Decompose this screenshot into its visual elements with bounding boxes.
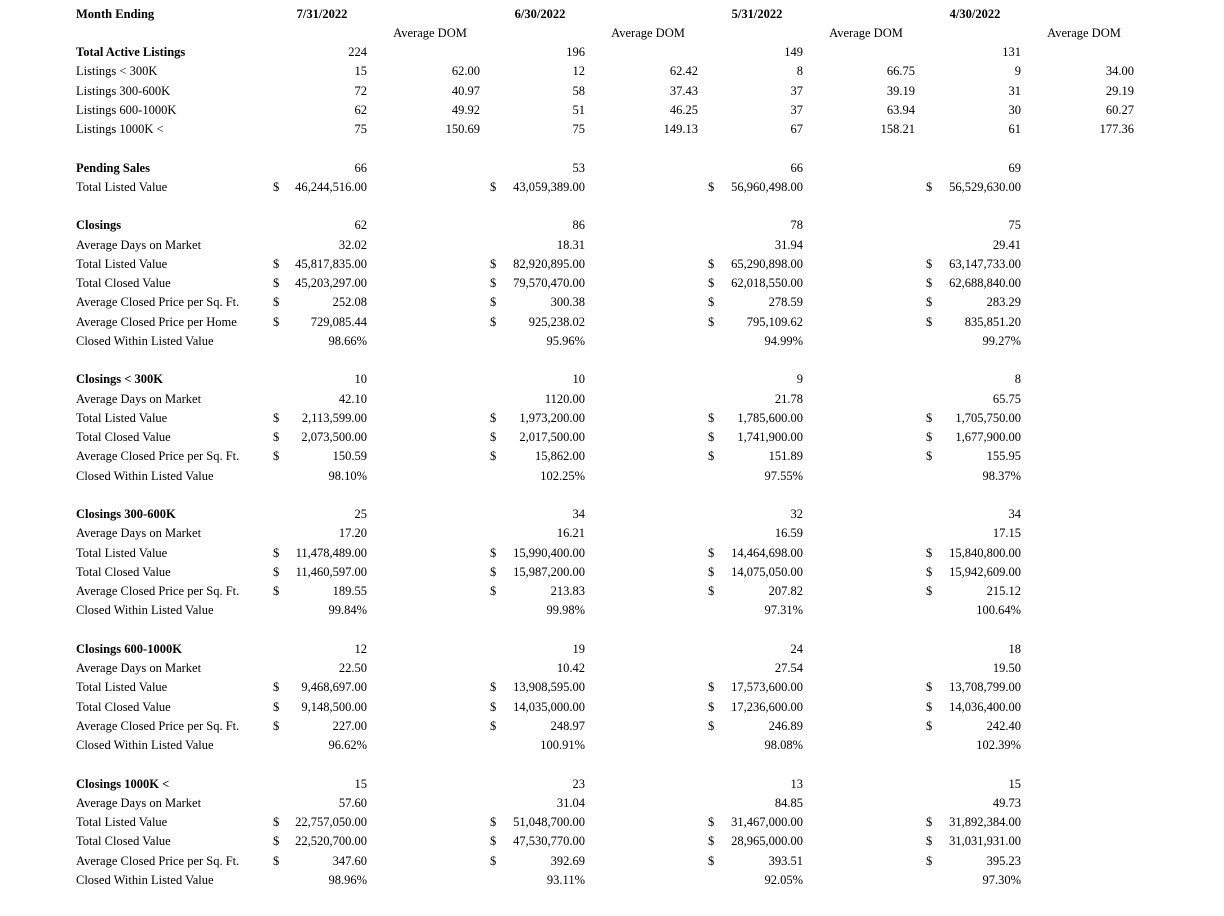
cell-value: 9,468,697.00 [301, 680, 367, 694]
row-label: Average Closed Price per Sq. Ft. [76, 719, 240, 733]
cell-value: 252.08 [332, 295, 367, 309]
month-header: 7/31/2022 [296, 7, 348, 21]
cell-value: 15 [354, 64, 367, 78]
average-dom-header: Average DOM [829, 26, 903, 40]
currency-symbol: $ [273, 700, 280, 714]
currency-symbol: $ [708, 680, 715, 694]
currency-symbol: $ [273, 295, 280, 309]
row-label: Total Listed Value [76, 411, 168, 425]
cell-value: 61 [1008, 122, 1021, 136]
cell-value: 75 [1008, 218, 1021, 232]
cell-value: 66 [790, 161, 803, 175]
average-dom-value: 62.42 [669, 64, 698, 78]
currency-symbol: $ [490, 700, 497, 714]
average-dom-value: 39.19 [886, 84, 915, 98]
cell-value: 95.96% [546, 334, 585, 348]
average-dom-value: 60.27 [1105, 103, 1134, 117]
cell-value: 62 [354, 218, 367, 232]
cell-value: 24 [790, 642, 803, 656]
currency-symbol: $ [490, 815, 497, 829]
section-title: Pending Sales [76, 161, 150, 175]
average-dom-value: 177.36 [1099, 122, 1134, 136]
currency-symbol: $ [926, 411, 933, 425]
cell-value: 15,987,200.00 [513, 565, 585, 579]
cell-value: 62,018,550.00 [731, 276, 803, 290]
cell-value: 98.96% [328, 873, 367, 887]
average-dom-value: 40.97 [451, 84, 480, 98]
row-label: Closed Within Listed Value [76, 873, 214, 887]
cell-value: 8 [1014, 372, 1021, 386]
currency-symbol: $ [926, 449, 933, 463]
cell-value: 98.08% [764, 738, 803, 752]
cell-value: 15,840,800.00 [949, 546, 1021, 560]
cell-value: 32 [790, 507, 803, 521]
currency-symbol: $ [490, 257, 497, 271]
currency-symbol: $ [708, 295, 715, 309]
currency-symbol: $ [273, 565, 280, 579]
row-label: Total Closed Value [76, 834, 171, 848]
cell-value: 10 [572, 372, 585, 386]
cell-value: 131 [1002, 45, 1021, 59]
cell-value: 15,862.00 [535, 449, 585, 463]
cell-value: 57.60 [338, 796, 367, 810]
currency-symbol: $ [926, 257, 933, 271]
average-dom-value: 149.13 [663, 122, 698, 136]
cell-value: 18 [1008, 642, 1021, 656]
currency-symbol: $ [926, 834, 933, 848]
currency-symbol: $ [708, 411, 715, 425]
row-label: Listings 600-1000K [76, 103, 177, 117]
cell-value: 47,530,770.00 [513, 834, 585, 848]
average-dom-value: 29.19 [1105, 84, 1134, 98]
cell-value: 23 [572, 777, 585, 791]
currency-symbol: $ [490, 565, 497, 579]
cell-value: 2,073,500.00 [301, 430, 367, 444]
cell-value: 31,031,931.00 [949, 834, 1021, 848]
cell-value: 72 [354, 84, 367, 98]
cell-value: 248.97 [550, 719, 585, 733]
currency-symbol: $ [926, 276, 933, 290]
cell-value: 32.02 [338, 238, 367, 252]
cell-value: 46,244,516.00 [295, 180, 367, 194]
currency-symbol: $ [273, 854, 280, 868]
average-dom-value: 66.75 [886, 64, 915, 78]
currency-symbol: $ [708, 180, 715, 194]
cell-value: 65.75 [992, 392, 1021, 406]
cell-value: 15 [354, 777, 367, 791]
cell-value: 14,036,400.00 [949, 700, 1021, 714]
cell-value: 213.83 [550, 584, 585, 598]
cell-value: 149 [784, 45, 803, 59]
currency-symbol: $ [708, 315, 715, 329]
row-label: Total Listed Value [76, 546, 168, 560]
cell-value: 10.42 [556, 661, 585, 675]
cell-value: 1,973,200.00 [519, 411, 585, 425]
cell-value: 31.94 [774, 238, 803, 252]
currency-symbol: $ [490, 276, 497, 290]
cell-value: 19.50 [992, 661, 1021, 675]
average-dom-header: Average DOM [393, 26, 467, 40]
currency-symbol: $ [490, 584, 497, 598]
currency-symbol: $ [273, 719, 280, 733]
currency-symbol: $ [273, 449, 280, 463]
cell-value: 9 [1014, 64, 1021, 78]
cell-value: 66 [354, 161, 367, 175]
row-label: Total Listed Value [76, 815, 168, 829]
cell-value: 224 [348, 45, 367, 59]
cell-value: 93.11% [546, 873, 585, 887]
cell-value: 31 [1008, 84, 1021, 98]
cell-value: 63,147,733.00 [949, 257, 1021, 271]
cell-value: 729,085.44 [310, 315, 367, 329]
cell-value: 392.69 [550, 854, 585, 868]
cell-value: 151.89 [768, 449, 803, 463]
currency-symbol: $ [708, 546, 715, 560]
cell-value: 98.37% [982, 469, 1021, 483]
cell-value: 97.31% [764, 603, 803, 617]
currency-symbol: $ [926, 700, 933, 714]
section-title: Closings 1000K < [76, 777, 170, 791]
average-dom-header: Average DOM [611, 26, 685, 40]
currency-symbol: $ [490, 449, 497, 463]
row-label: Total Listed Value [76, 180, 168, 194]
row-label: Average Days on Market [76, 661, 202, 675]
cell-value: 27.54 [774, 661, 803, 675]
row-label: Closed Within Listed Value [76, 738, 214, 752]
cell-value: 100.64% [976, 603, 1021, 617]
cell-value: 78 [790, 218, 803, 232]
row-label: Average Days on Market [76, 796, 202, 810]
row-label: Total Closed Value [76, 565, 171, 579]
currency-symbol: $ [490, 719, 497, 733]
currency-symbol: $ [708, 584, 715, 598]
cell-value: 13,708,799.00 [949, 680, 1021, 694]
cell-value: 11,478,489.00 [295, 546, 367, 560]
cell-value: 16.21 [556, 526, 585, 540]
row-label: Average Closed Price per Home [76, 315, 237, 329]
month-header: 6/30/2022 [514, 7, 566, 21]
currency-symbol: $ [926, 295, 933, 309]
cell-value: 15,990,400.00 [513, 546, 585, 560]
cell-value: 53 [572, 161, 585, 175]
cell-value: 14,075,050.00 [731, 565, 803, 579]
cell-value: 56,529,630.00 [949, 180, 1021, 194]
cell-value: 196 [566, 45, 585, 59]
currency-symbol: $ [926, 546, 933, 560]
currency-symbol: $ [490, 315, 497, 329]
currency-symbol: $ [273, 315, 280, 329]
cell-value: 98.10% [328, 469, 367, 483]
cell-value: 51,048,700.00 [513, 815, 585, 829]
cell-value: 215.12 [986, 584, 1021, 598]
average-dom-value: 150.69 [445, 122, 480, 136]
row-label: Closed Within Listed Value [76, 469, 214, 483]
cell-value: 97.30% [982, 873, 1021, 887]
cell-value: 102.25% [540, 469, 585, 483]
cell-value: 75 [572, 122, 585, 136]
currency-symbol: $ [708, 815, 715, 829]
cell-value: 65,290,898.00 [731, 257, 803, 271]
cell-value: 278.59 [768, 295, 803, 309]
currency-symbol: $ [708, 276, 715, 290]
cell-value: 10 [354, 372, 367, 386]
cell-value: 84.85 [774, 796, 803, 810]
section-title: Total Active Listings [76, 45, 186, 59]
cell-value: 79,570,470.00 [513, 276, 585, 290]
cell-value: 98.66% [328, 334, 367, 348]
currency-symbol: $ [708, 719, 715, 733]
cell-value: 92.05% [764, 873, 803, 887]
cell-value: 22.50 [338, 661, 367, 675]
row-label: Closed Within Listed Value [76, 334, 214, 348]
currency-symbol: $ [926, 315, 933, 329]
currency-symbol: $ [708, 854, 715, 868]
month-header: 4/30/2022 [949, 7, 1001, 21]
currency-symbol: $ [926, 680, 933, 694]
currency-symbol: $ [273, 180, 280, 194]
currency-symbol: $ [926, 180, 933, 194]
cell-value: 42.10 [338, 392, 367, 406]
average-dom-header: Average DOM [1047, 26, 1121, 40]
row-label: Listings < 300K [76, 64, 158, 78]
cell-value: 34 [572, 507, 585, 521]
cell-value: 13 [790, 777, 803, 791]
cell-value: 45,203,297.00 [295, 276, 367, 290]
cell-value: 17.15 [992, 526, 1021, 540]
currency-symbol: $ [490, 411, 497, 425]
currency-symbol: $ [273, 834, 280, 848]
cell-value: 99.27% [982, 334, 1021, 348]
section-title: Closings [76, 218, 122, 232]
cell-value: 1,705,750.00 [955, 411, 1021, 425]
currency-symbol: $ [708, 257, 715, 271]
cell-value: 2,017,500.00 [519, 430, 585, 444]
cell-value: 227.00 [332, 719, 367, 733]
cell-value: 34 [1008, 507, 1021, 521]
cell-value: 795,109.62 [746, 315, 803, 329]
currency-symbol: $ [490, 430, 497, 444]
currency-symbol: $ [926, 565, 933, 579]
cell-value: 22,520,700.00 [295, 834, 367, 848]
month-header: 5/31/2022 [731, 7, 783, 21]
cell-value: 1120.00 [544, 392, 585, 406]
section-title: Closings 600-1000K [76, 642, 182, 656]
row-label: Total Closed Value [76, 700, 171, 714]
cell-value: 8 [796, 64, 803, 78]
currency-symbol: $ [708, 449, 715, 463]
cell-value: 207.82 [768, 584, 803, 598]
cell-value: 31,892,384.00 [949, 815, 1021, 829]
cell-value: 150.59 [332, 449, 367, 463]
cell-value: 43,059,389.00 [513, 180, 585, 194]
row-label: Listings 1000K < [76, 122, 164, 136]
row-label: Listings 300-600K [76, 84, 171, 98]
cell-value: 99.84% [328, 603, 367, 617]
cell-value: 99.98% [546, 603, 585, 617]
cell-value: 37 [790, 103, 803, 117]
month-ending-label: Month Ending [76, 7, 155, 21]
cell-value: 37 [790, 84, 803, 98]
currency-symbol: $ [926, 584, 933, 598]
cell-value: 31.04 [556, 796, 585, 810]
row-label: Average Days on Market [76, 238, 202, 252]
average-dom-value: 49.92 [451, 103, 480, 117]
cell-value: 51 [572, 103, 585, 117]
currency-symbol: $ [926, 430, 933, 444]
cell-value: 395.23 [986, 854, 1021, 868]
average-dom-value: 62.00 [451, 64, 480, 78]
currency-symbol: $ [273, 430, 280, 444]
cell-value: 58 [572, 84, 585, 98]
cell-value: 100.91% [540, 738, 585, 752]
currency-symbol: $ [273, 411, 280, 425]
average-dom-value: 46.25 [669, 103, 698, 117]
row-label: Average Closed Price per Sq. Ft. [76, 449, 240, 463]
cell-value: 96.62% [328, 738, 367, 752]
cell-value: 9 [796, 372, 803, 386]
cell-value: 18.31 [556, 238, 585, 252]
cell-value: 189.55 [332, 584, 367, 598]
cell-value: 62,688,840.00 [949, 276, 1021, 290]
cell-value: 75 [354, 122, 367, 136]
section-title: Closings 300-600K [76, 507, 176, 521]
row-label: Total Listed Value [76, 257, 168, 271]
currency-symbol: $ [926, 815, 933, 829]
cell-value: 15 [1008, 777, 1021, 791]
currency-symbol: $ [926, 854, 933, 868]
row-label: Closed Within Listed Value [76, 603, 214, 617]
cell-value: 15,942,609.00 [949, 565, 1021, 579]
currency-symbol: $ [273, 815, 280, 829]
cell-value: 12 [572, 64, 585, 78]
currency-symbol: $ [708, 565, 715, 579]
average-dom-value: 37.43 [669, 84, 698, 98]
row-label: Average Days on Market [76, 526, 202, 540]
cell-value: 2,113,599.00 [301, 411, 367, 425]
cell-value: 31,467,000.00 [731, 815, 803, 829]
cell-value: 16.59 [774, 526, 803, 540]
cell-value: 30 [1008, 103, 1021, 117]
currency-symbol: $ [708, 700, 715, 714]
row-label: Average Days on Market [76, 392, 202, 406]
cell-value: 62 [354, 103, 367, 117]
currency-symbol: $ [490, 680, 497, 694]
currency-symbol: $ [708, 430, 715, 444]
cell-value: 1,785,600.00 [737, 411, 803, 425]
cell-value: 28,965,000.00 [731, 834, 803, 848]
currency-symbol: $ [273, 680, 280, 694]
currency-symbol: $ [490, 834, 497, 848]
cell-value: 14,035,000.00 [513, 700, 585, 714]
cell-value: 12 [354, 642, 367, 656]
currency-symbol: $ [273, 276, 280, 290]
cell-value: 45,817,835.00 [295, 257, 367, 271]
row-label: Total Closed Value [76, 430, 171, 444]
cell-value: 17.20 [338, 526, 367, 540]
currency-symbol: $ [490, 295, 497, 309]
cell-value: 1,741,900.00 [737, 430, 803, 444]
row-label: Average Closed Price per Sq. Ft. [76, 295, 240, 309]
cell-value: 14,464,698.00 [731, 546, 803, 560]
row-label: Total Listed Value [76, 680, 168, 694]
cell-value: 29.41 [992, 238, 1021, 252]
cell-value: 19 [572, 642, 585, 656]
cell-value: 67 [790, 122, 803, 136]
cell-value: 246.89 [768, 719, 803, 733]
cell-value: 21.78 [774, 392, 803, 406]
cell-value: 86 [572, 218, 585, 232]
cell-value: 25 [354, 507, 367, 521]
row-label: Total Closed Value [76, 276, 171, 290]
row-label: Average Closed Price per Sq. Ft. [76, 584, 240, 598]
section-title: Closings < 300K [76, 372, 163, 386]
cell-value: 102.39% [976, 738, 1021, 752]
cell-value: 49.73 [992, 796, 1021, 810]
cell-value: 11,460,597.00 [295, 565, 367, 579]
currency-symbol: $ [273, 546, 280, 560]
cell-value: 69 [1008, 161, 1021, 175]
cell-value: 347.60 [332, 854, 367, 868]
cell-value: 283.29 [986, 295, 1021, 309]
cell-value: 1,677,900.00 [955, 430, 1021, 444]
cell-value: 13,908,595.00 [513, 680, 585, 694]
average-dom-value: 63.94 [886, 103, 915, 117]
currency-symbol: $ [490, 546, 497, 560]
cell-value: 17,573,600.00 [731, 680, 803, 694]
cell-value: 242.40 [986, 719, 1021, 733]
currency-symbol: $ [490, 180, 497, 194]
currency-symbol: $ [926, 719, 933, 733]
currency-symbol: $ [708, 834, 715, 848]
average-dom-value: 158.21 [880, 122, 915, 136]
cell-value: 9,148,500.00 [301, 700, 367, 714]
cell-value: 155.95 [986, 449, 1021, 463]
currency-symbol: $ [490, 854, 497, 868]
currency-symbol: $ [273, 584, 280, 598]
cell-value: 82,920,895.00 [513, 257, 585, 271]
cell-value: 97.55% [764, 469, 803, 483]
cell-value: 17,236,600.00 [731, 700, 803, 714]
row-label: Average Closed Price per Sq. Ft. [76, 854, 240, 868]
cell-value: 94.99% [764, 334, 803, 348]
cell-value: 22,757,050.00 [295, 815, 367, 829]
cell-value: 300.38 [550, 295, 585, 309]
cell-value: 835,851.20 [964, 315, 1021, 329]
cell-value: 56,960,498.00 [731, 180, 803, 194]
currency-symbol: $ [273, 257, 280, 271]
cell-value: 393.51 [768, 854, 803, 868]
average-dom-value: 34.00 [1105, 64, 1134, 78]
cell-value: 925,238.02 [528, 315, 585, 329]
